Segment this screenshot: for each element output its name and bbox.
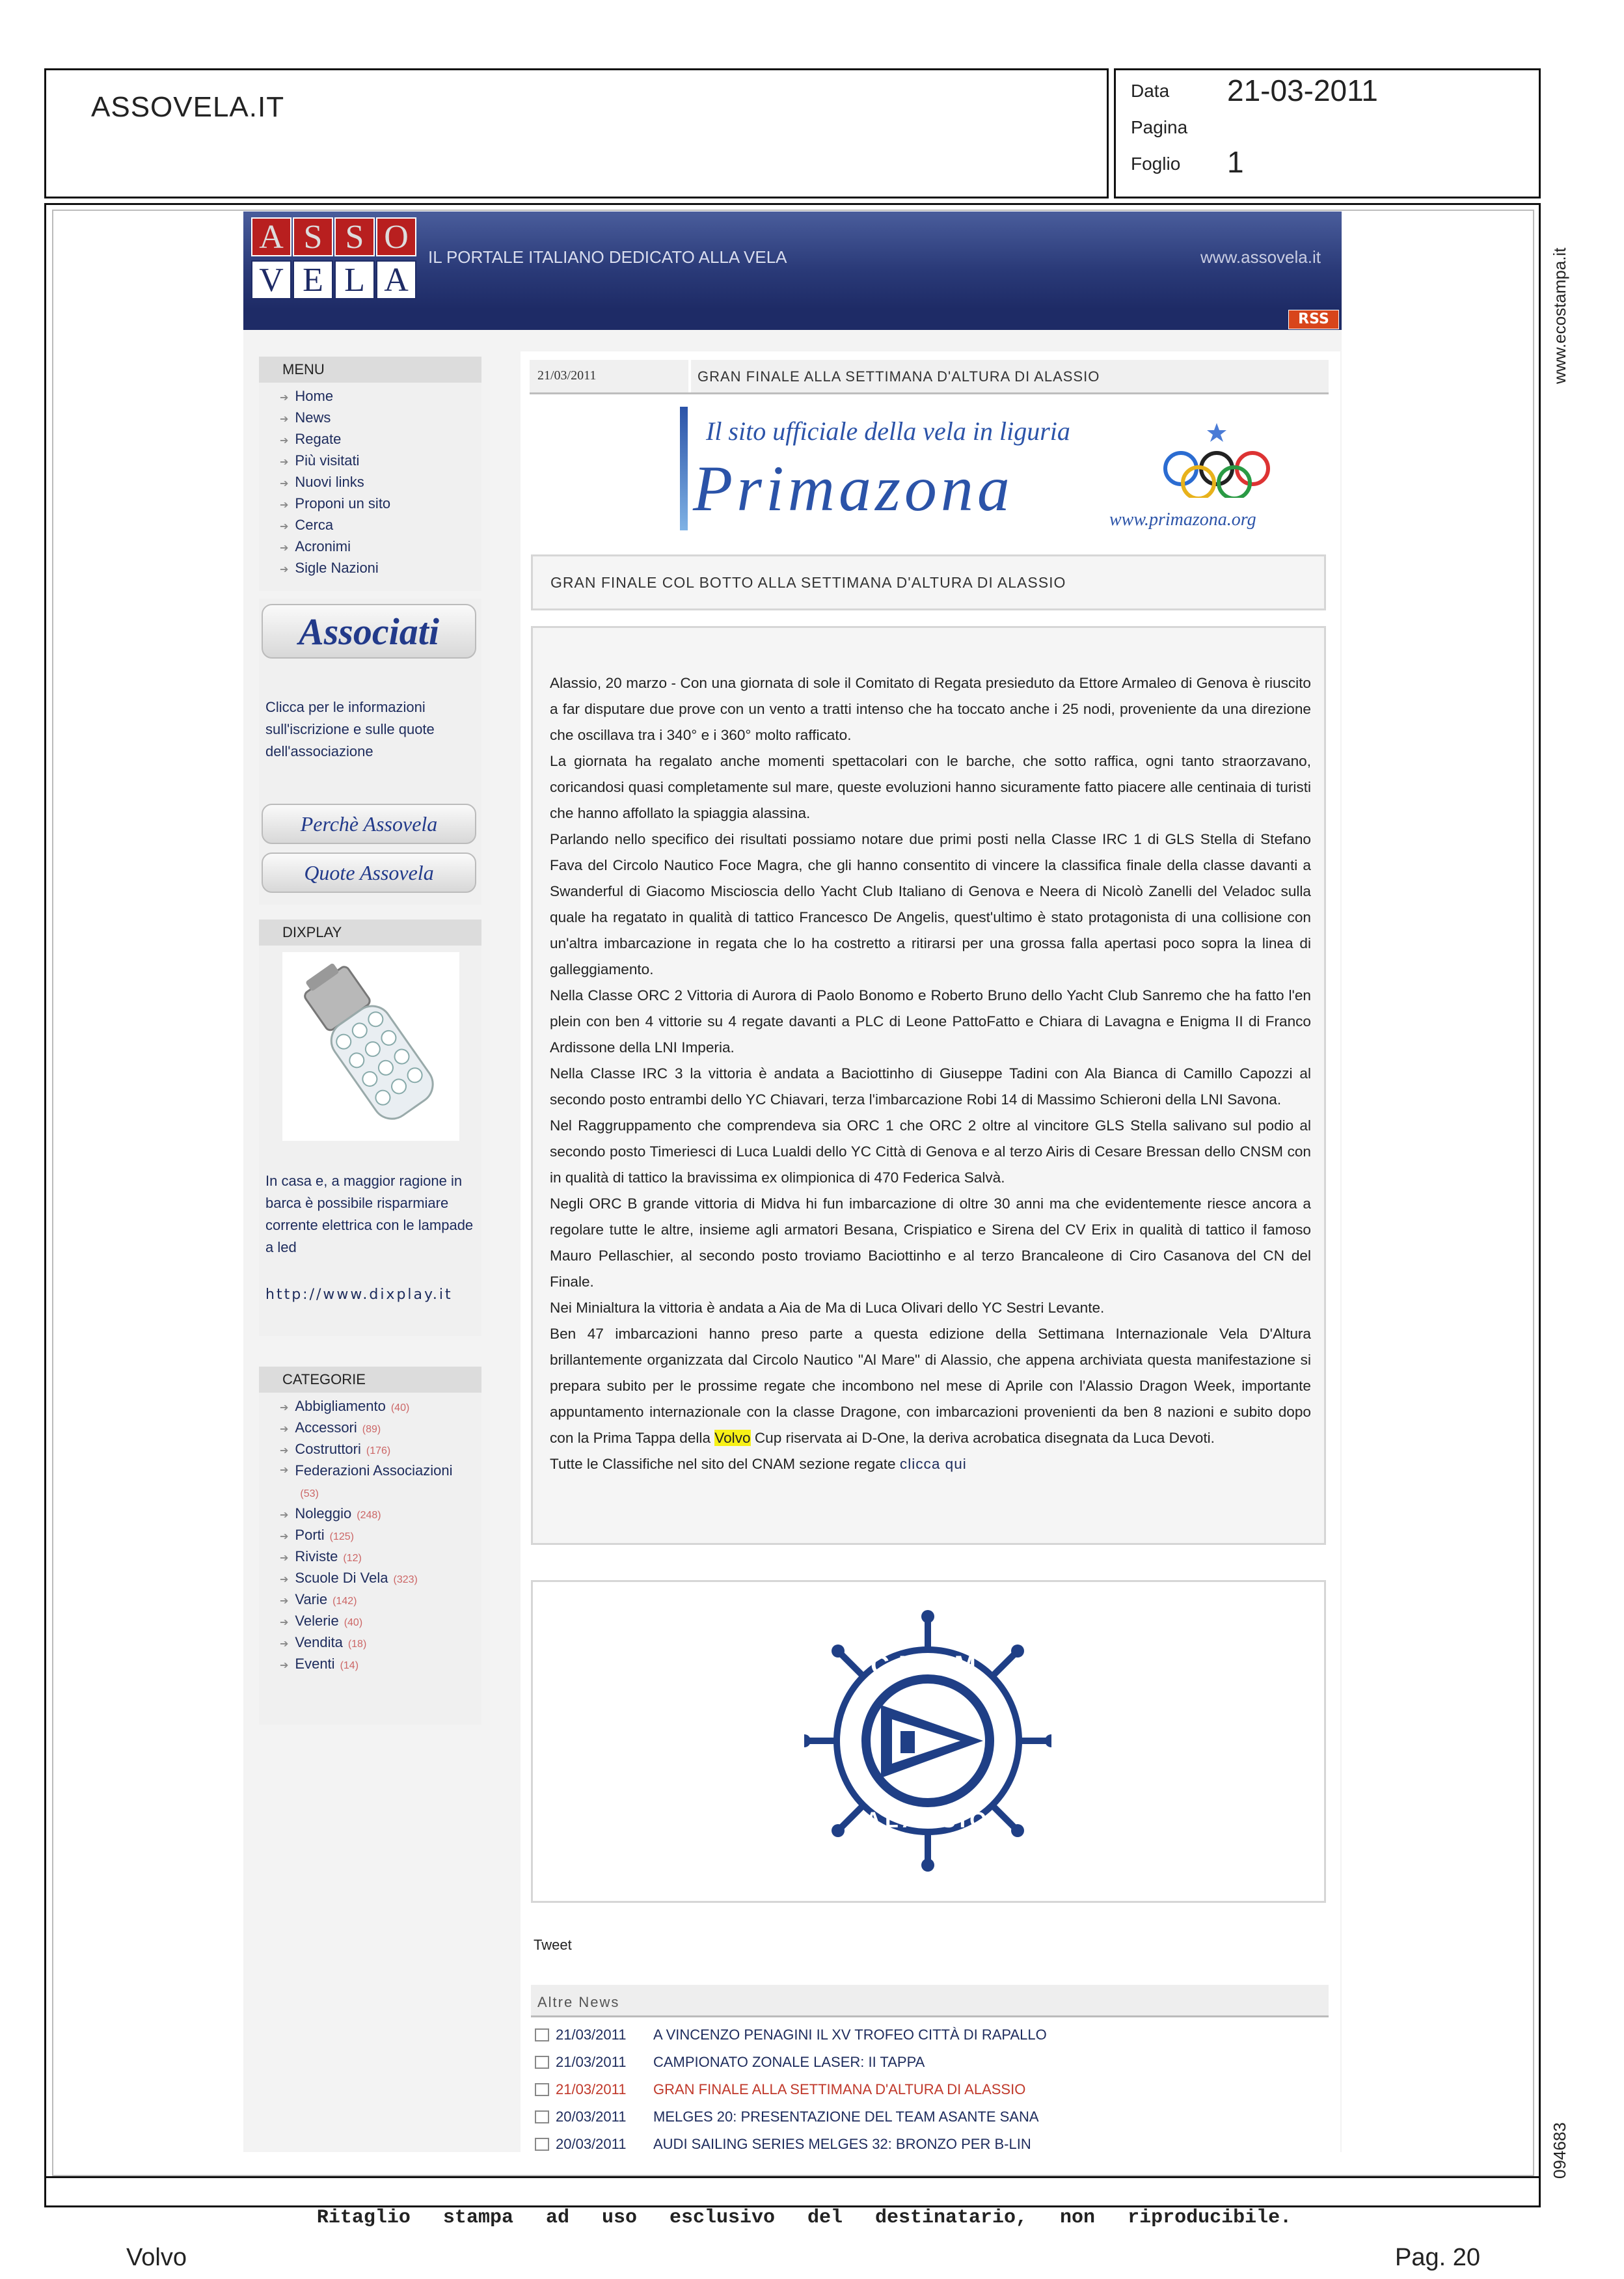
calendar-icon [535, 2083, 549, 2096]
category-item[interactable]: ➔ Accessori (89) [280, 1419, 381, 1436]
category-item[interactable]: ➔ Costruttori (176) [280, 1441, 391, 1457]
article-paragraph: Negli ORC B grande vittoria di Midva hi fun imbarcazione di oltre 30 anni ma che evidentemente riesce ancora a regolare tutte le altre, insieme agli armatori Besana, Crispiatico e Sirena del CV Erix in qualità di tattico il famoso Mauro Pellaschier, al secondo posto troviamo Baciottinho e al terzo Brancaleone di Ciro Casanova del CN del Finale. [550, 1195, 1311, 1290]
article-paragraph: Nella Classe IRC 3 la vittoria è andata a Baciottinho di Giuseppe Tadini con Ala Bianca di Camillo Capozzi al secondo posto entrambi dello YC Chiavari, terza l'imbarcazione Robi 14 di Massimo Schieroni della LNI Savona. [550, 1065, 1311, 1108]
keyword-highlight: Volvo [714, 1430, 751, 1446]
category-item[interactable]: ➔ Federazioni Associazioni (53) [280, 1462, 453, 1499]
logo-letter: E [293, 260, 333, 299]
associati-text: Clicca per le informazioni sull'iscrizione e sulle quote dell'associazione [265, 699, 435, 759]
rss-button[interactable]: RSS [1288, 310, 1339, 329]
associati-banner[interactable]: Associati [262, 604, 476, 659]
category-item[interactable]: ➔ Eventi (14) [280, 1656, 359, 1672]
logo-letter: S [334, 217, 375, 256]
menu-item-piu-visitati[interactable]: ➔ Più visitati [280, 452, 360, 469]
calendar-icon [535, 2110, 549, 2123]
news-item[interactable]: 20/03/2011 AUDI SAILING SERIES MELGES 32: BRONZO PER B-LIN [535, 2131, 1329, 2158]
logo-letter: V [251, 260, 291, 299]
calendar-icon [535, 2028, 549, 2041]
foglio-label: Foglio [1131, 154, 1181, 174]
site-url[interactable]: www.assovela.it [1200, 247, 1321, 267]
ad-brand: Primazona [693, 452, 1014, 525]
category-item[interactable]: ➔ Riviste (12) [280, 1548, 362, 1564]
clicca-qui-link[interactable]: clicca qui [899, 1456, 967, 1472]
altre-news-title: Altre News [537, 1994, 620, 2010]
logo-letter: O [376, 217, 416, 256]
classifiche-line: Tutte le Classifiche nel sito del CNAM sezione regate clicca qui [550, 1456, 967, 1472]
calendar-icon [535, 2056, 549, 2069]
news-item[interactable]: 21/03/2011 A VINCENZO PENAGINI IL XV TROFEO CITTÀ DI RAPALLO [535, 2021, 1329, 2049]
menu-panel [259, 357, 481, 591]
menu-item-acronimi[interactable]: ➔ Acronimi [280, 538, 351, 554]
olympic-rings-icon [1155, 420, 1285, 498]
footer-notice: Ritaglio stampa ad uso esclusivo del destinatario, non riproducibile. [316, 2207, 1292, 2229]
menu-item-regate[interactable]: ➔ Regate [280, 431, 342, 447]
footer-keyword: Volvo [126, 2244, 187, 2271]
footer-page: Pag. 20 [1395, 2244, 1480, 2271]
category-item[interactable]: ➔ Noleggio (248) [280, 1505, 381, 1522]
category-item[interactable]: ➔ Porti (125) [280, 1527, 355, 1543]
article-title: GRAN FINALE COL BOTTO ALLA SETTIMANA D'ALTURA DI ALASSIO [550, 574, 1066, 591]
logo-letter: A [251, 217, 291, 256]
site-tagline: IL PORTALE ITALIANO DEDICATO ALLA VELA [428, 247, 787, 267]
menu-item-cerca[interactable]: ➔ Cerca [280, 517, 334, 533]
logo-letter: S [293, 217, 333, 256]
site-logo[interactable] [251, 217, 415, 301]
category-item[interactable]: ➔ Vendita (18) [280, 1634, 367, 1650]
news-item[interactable]: 20/03/2011 MELGES 20: PRESENTAZIONE DEL TEAM ASANTE SANA [535, 2103, 1329, 2131]
article-paragraph: Parlando nello specifico dei risultati possiamo notare due primi posti nella Classe IRC 1 di GLS Stella di Stefano Fava del Circolo Nautico Foce Magra, che gli hanno consentito di vincere la classifica finale della classe davanti a Swanderful di Giacomo Miscioscia dello Yacht Club Italiano di Genova e Neera di Nicolò Zanelli del Veladoc sulla quale ha regatato in qualità di tattico Francesco De Angelis, quest'ultimo è stato protagonista di una collisione con un'altra imbarcazione in regata che lo ha costretto a ritirarsi per una grossa falla apertasi poco sopra la linea di galleggiamento. [550, 831, 1311, 977]
dixplay-link[interactable]: http://www.dixplay.it [265, 1287, 453, 1303]
article-date: 21/03/2011 [537, 368, 597, 383]
footer-divider [44, 2176, 1541, 2178]
quote-assovela-button[interactable]: Quote Assovela [262, 853, 476, 893]
nav-bar [243, 309, 1342, 330]
menu-item-nuovi-links[interactable]: ➔ Nuovi links [280, 474, 364, 490]
cnam-logo-icon [804, 1607, 1051, 1874]
ad-stripe [680, 407, 688, 530]
data-value: 21-03-2011 [1227, 74, 1378, 107]
article-body [550, 670, 1311, 1477]
category-item[interactable]: ➔ Abbigliamento (40) [280, 1398, 410, 1414]
source-title: ASSOVELA.IT [91, 91, 285, 123]
article-headline: GRAN FINALE ALLA SETTIMANA D'ALTURA DI ALASSIO [697, 368, 1100, 385]
category-item[interactable]: ➔ Scuole Di Vela (323) [280, 1570, 418, 1586]
dixplay-panel [259, 920, 481, 1336]
source-box [44, 68, 1109, 198]
article-paragraph-last: Ben 47 imbarcazioni hanno preso parte a questa edizione della Settimana Internazionale Vela D'Altura brillantemente organizzata dal Circolo Nautico "Al Mare" di Alassio, che appena archiviata questa manifestazione si prepara subito per le prossime regate che incombono nel mese di Aprile con l'Alassio Dragon Week, importante appuntamento internazionale con la classe Dragone, con imbarcazioni provenienti da ben 8 nazioni e subito dopo con la Prima Tappa della Volvo Cup riservata ai D-One, la deriva acrobatica disegnata da Luca Devoti. [550, 1326, 1311, 1446]
foglio-value: 1 [1227, 145, 1244, 179]
menu-item-proponi[interactable]: ➔ Proponi un sito [280, 495, 391, 512]
side-url: www.ecostampa.it [1550, 247, 1569, 384]
cnam-bottom-text: ALASSIO [865, 1808, 991, 1833]
categorie-title: CATEGORIE [259, 1367, 481, 1393]
calendar-icon [535, 2138, 549, 2151]
pagina-label: Pagina [1131, 117, 1188, 137]
altre-news-list [535, 2021, 1329, 2158]
article-paragraph: Nei Minialtura la vittoria è andata a Aia de Ma di Luca Olivari dello YC Sestri Levante. [550, 1300, 1105, 1316]
side-code: 094683 [1550, 2122, 1569, 2179]
primazona-ad[interactable] [680, 407, 1324, 537]
tweet-button[interactable]: Tweet [534, 1937, 572, 1953]
news-item-active[interactable]: 21/03/2011 GRAN FINALE ALLA SETTIMANA D'ALTURA DI ALASSIO [535, 2076, 1329, 2103]
menu-item-home[interactable]: ➔ Home [280, 388, 334, 404]
dixplay-text: In casa e, a maggior ragione in barca è possibile risparmiare corrente elettrica con le lampade a led [265, 1173, 474, 1255]
news-item[interactable]: 21/03/2011 CAMPIONATO ZONALE LASER: II TAPPA [535, 2049, 1329, 2076]
article-paragraph: Nella Classe ORC 2 Vittoria di Aurora di Paolo Bonomo e Roberto Bruno dello Yacht Club Sanremo che ha fatto l'en plein con ben 4 vittorie su 4 regate davanti a PLC di Leone PattoFatto e Chiara di Lavagna e Enigma II di Franco Ardissone della LNI Imperia. [550, 987, 1311, 1056]
article-paragraph: Alassio, 20 marzo - Con una giornata di sole il Comitato di Regata presieduto da Ettore Armaleo di Genova è riuscito a far disputare due prove con un vento a tratti intenso che ha toccato anche i 25 nodi, proveniente da una direzione che oscillava tra i 340° e i 360° molto rafficato. [550, 675, 1311, 743]
ad-url: www.primazona.org [1109, 510, 1256, 530]
cnam-top-text: CNAM [871, 1651, 985, 1680]
led-lamp-icon [282, 952, 459, 1141]
categorie-panel [259, 1367, 481, 1725]
category-item[interactable]: ➔ Velerie (40) [280, 1613, 363, 1629]
category-item[interactable]: ➔ Varie (142) [280, 1591, 357, 1607]
dixplay-title: DIXPLAY [259, 920, 481, 946]
perche-assovela-button[interactable]: Perchè Assovela [262, 804, 476, 844]
ad-tagline: Il sito ufficiale della vela in liguria [706, 416, 1070, 446]
led-lamp-image[interactable] [282, 952, 459, 1141]
logo-letter: L [334, 260, 375, 299]
article-paragraph: La giornata ha regalato anche momenti spettacolari con le barche, che sotto raffica, ogni tanto straorzavano, coricandosi quasi completamente sul mare, queste evoluzioni hanno sicuramente fatto piacere alle centinaia di turisti che hanno affollato la spiaggia alassina. [550, 753, 1311, 821]
article-paragraph: Nel Raggruppamento che comprendeva sia ORC 1 che ORC 2 oltre al vincitore GLS Stella salivano sul podio al secondo posto Timeriesci di Luca Lualdi dello YC Città di Genova e al terzo Airis di Cesare Bressan dello CNSM con in qualità di tattico la bravissima ex olimpionica di 470 Federica Salvà. [550, 1117, 1311, 1186]
logo-letter: A [376, 260, 416, 299]
menu-title: MENU [259, 357, 481, 383]
altre-news-header [531, 1985, 1329, 2017]
associati-panel [259, 599, 481, 905]
menu-item-sigle[interactable]: ➔ Sigle Nazioni [280, 560, 379, 576]
menu-item-news[interactable]: ➔ News [280, 409, 331, 426]
data-label: Data [1131, 81, 1170, 101]
